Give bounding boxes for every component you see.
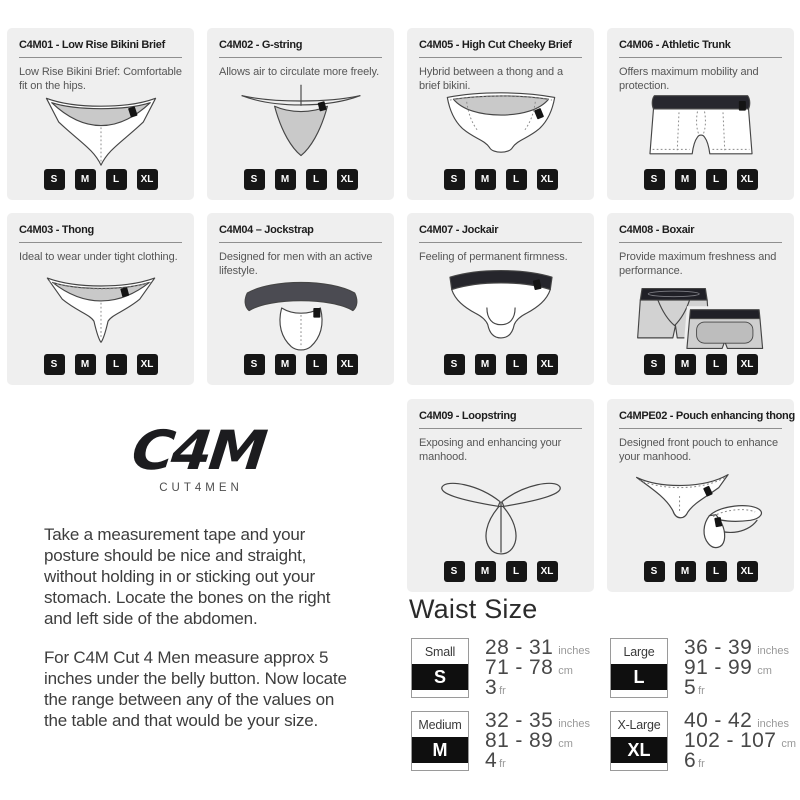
size-badges [419, 354, 582, 375]
product-description: Designed front pouch to enhance your manhood. [619, 437, 778, 464]
size-values [485, 638, 590, 698]
product-title: C4M02 - G-string [219, 39, 303, 51]
size-badge-s: S [44, 169, 65, 190]
size-letter: M [412, 737, 468, 763]
g-string-illustration [219, 79, 382, 166]
product-title: C4M08 - Boxair [619, 224, 695, 236]
title-divider [419, 428, 582, 429]
fr-line [485, 678, 590, 698]
size-badge-s: S [644, 169, 665, 190]
size-label: X-Large [617, 717, 661, 732]
size-label: Large [623, 644, 655, 659]
cm-line [485, 731, 590, 751]
fr-unit: fr [499, 685, 506, 697]
size-badge-xl: XL [337, 169, 358, 190]
size-badges [619, 561, 782, 582]
size-values [485, 711, 590, 771]
product-description: Ideal to wear under tight clothing. [19, 251, 178, 263]
waist-size-entry-medium [411, 711, 590, 771]
title-divider [219, 242, 382, 243]
size-badges [19, 169, 182, 190]
product-description: Designed for men with an active lifestyle. [219, 251, 373, 278]
product-title: C4M01 - Low Rise Bikini Brief [19, 39, 165, 51]
size-box-xlarge [610, 711, 668, 771]
size-badge-m: M [475, 561, 496, 582]
title-divider [619, 428, 782, 429]
inches-line [684, 711, 796, 731]
product-description: Exposing and enhancing your manhood. [419, 437, 562, 464]
cm-value: 71 - 78 [485, 656, 554, 679]
size-badge-s: S [644, 561, 665, 582]
product-description: Feeling of permanent firmness. [419, 251, 568, 263]
size-box-medium [411, 711, 469, 771]
instructions-paragraph-1: Take a measurement tape and your posture should be nice and straight, without holding in or sticking out your stomach. Locate the bones on the right and left side of the abdomen. [44, 525, 331, 628]
size-badge-m: M [275, 169, 296, 190]
fr-value: 4 [485, 749, 498, 772]
size-badges [419, 169, 582, 190]
inches-unit: inches [558, 645, 590, 657]
size-label: Medium [418, 717, 462, 732]
product-card-c4m06 [607, 28, 794, 200]
size-badges [19, 354, 182, 375]
inches-unit: inches [757, 718, 789, 730]
size-badge-xl: XL [537, 169, 558, 190]
size-badges [619, 169, 782, 190]
cm-value: 91 - 99 [684, 656, 753, 679]
inches-value: 28 - 31 [485, 636, 554, 659]
cheeky-brief-illustration [419, 94, 582, 166]
size-badge-xl: XL [337, 354, 358, 375]
size-badge-m: M [75, 169, 96, 190]
size-badge-l: L [706, 561, 727, 582]
title-divider [419, 57, 582, 58]
jockstrap-illustration [219, 279, 382, 351]
title-divider [619, 57, 782, 58]
inches-unit: inches [757, 645, 789, 657]
size-badge-l: L [506, 354, 527, 375]
waist-size-entry-xlarge [610, 711, 796, 771]
title-divider [619, 242, 782, 243]
size-badge-xl: XL [137, 169, 158, 190]
fr-unit: fr [698, 685, 705, 697]
size-badge-xl: XL [537, 354, 558, 375]
product-title: C4M05 - High Cut Cheeky Brief [419, 39, 572, 51]
size-badges [219, 169, 382, 190]
pouch-thong-illustration [619, 465, 782, 558]
inches-line [485, 711, 590, 731]
cm-value: 102 - 107 [684, 729, 777, 752]
size-badge-xl: XL [737, 354, 758, 375]
product-card-c4m05 [407, 28, 594, 200]
c4m-logo [88, 419, 308, 494]
fr-line [684, 678, 789, 698]
jockair-illustration [419, 264, 582, 351]
product-card-c4m01 [7, 28, 194, 200]
title-divider [219, 57, 382, 58]
product-description: Provide maximum freshness and performance. [619, 251, 777, 278]
size-badge-m: M [675, 169, 696, 190]
product-description: Allows air to circulate more freely. [219, 66, 380, 78]
product-title: C4M09 - Loopstring [419, 410, 517, 422]
title-divider [19, 57, 182, 58]
fr-value: 5 [684, 676, 697, 699]
size-badge-s: S [444, 169, 465, 190]
fr-unit: fr [698, 758, 705, 770]
size-letter: XL [611, 737, 667, 763]
fr-line [485, 751, 590, 771]
size-values [684, 638, 789, 698]
bikini-brief-illustration [19, 94, 182, 166]
product-title: C4MPE02 - Pouch enhancing thong [619, 410, 795, 422]
size-badge-m: M [275, 354, 296, 375]
size-badge-l: L [706, 169, 727, 190]
inches-value: 36 - 39 [684, 636, 753, 659]
size-badge-s: S [444, 561, 465, 582]
cm-unit: cm [558, 665, 573, 677]
product-title: C4M03 - Thong [19, 224, 94, 236]
size-box-large [610, 638, 668, 698]
size-badges [619, 354, 782, 375]
fr-value: 3 [485, 676, 498, 699]
inches-unit: inches [558, 718, 590, 730]
waist-size-entry-small [411, 638, 590, 698]
size-badge-l: L [306, 169, 327, 190]
size-badge-m: M [475, 169, 496, 190]
cm-unit: cm [781, 738, 797, 750]
size-values [684, 711, 796, 771]
product-card-c4m04 [207, 213, 394, 385]
inches-line [684, 638, 789, 658]
inches-line [485, 638, 590, 658]
size-badge-s: S [244, 169, 265, 190]
product-title: C4M06 - Athletic Trunk [619, 39, 731, 51]
fr-value: 6 [684, 749, 697, 772]
size-label: Small [424, 644, 456, 659]
size-badge-m: M [675, 561, 696, 582]
cm-unit: cm [558, 738, 573, 750]
instructions-paragraph-2: For C4M Cut 4 Men measure approx 5 inches under the belly button. Now locate the range between any of the values on the table and that would be your size. [44, 648, 347, 730]
product-description: Low Rise Bikini Brief: Comfortable fit on the hips. [19, 66, 182, 93]
title-divider [19, 242, 182, 243]
size-badge-m: M [475, 354, 496, 375]
size-badge-m: M [675, 354, 696, 375]
size-badge-m: M [75, 354, 96, 375]
size-badge-xl: XL [737, 561, 758, 582]
boxair-illustration [619, 279, 782, 351]
product-title: C4M04 – Jockstrap [219, 224, 314, 236]
product-card-c4m03 [7, 213, 194, 385]
size-badge-l: L [306, 354, 327, 375]
product-card-c4m09 [407, 399, 594, 592]
product-description: Offers maximum mobility and protection. [619, 66, 759, 93]
size-badge-s: S [644, 354, 665, 375]
product-card-c4m08 [607, 213, 794, 385]
size-badge-s: S [44, 354, 65, 375]
c4m-logo-text: C4M [128, 419, 268, 482]
size-badges [419, 561, 582, 582]
size-badge-l: L [106, 169, 127, 190]
size-letter: L [611, 664, 667, 690]
size-badge-xl: XL [737, 169, 758, 190]
size-badge-xl: XL [137, 354, 158, 375]
cm-unit: cm [757, 665, 772, 677]
loopstring-illustration [419, 465, 582, 558]
fr-line [684, 751, 796, 771]
cm-line [485, 658, 590, 678]
fr-unit: fr [499, 758, 506, 770]
thong-illustration [19, 264, 182, 351]
size-badge-s: S [244, 354, 265, 375]
inches-value: 32 - 35 [485, 709, 554, 732]
athletic-trunk-illustration [619, 94, 782, 166]
product-card-c4mpe02 [607, 399, 794, 592]
size-badges [219, 354, 382, 375]
size-badge-l: L [506, 169, 527, 190]
size-badge-xl: XL [537, 561, 558, 582]
product-title: C4M07 - Jockair [419, 224, 499, 236]
cm-value: 81 - 89 [485, 729, 554, 752]
size-box-small [411, 638, 469, 698]
product-description: Hybrid between a thong and a brief bikini. [419, 66, 563, 93]
c4m-logo-subtext: CUT4MEN [159, 482, 243, 494]
cm-line [684, 658, 789, 678]
size-badge-l: L [506, 561, 527, 582]
product-card-c4m07 [407, 213, 594, 385]
product-card-c4m02 [207, 28, 394, 200]
inches-value: 40 - 42 [684, 709, 753, 732]
cm-line [684, 731, 796, 751]
size-badge-l: L [106, 354, 127, 375]
size-badge-s: S [444, 354, 465, 375]
title-divider [419, 242, 582, 243]
waist-size-entry-large [610, 638, 789, 698]
size-letter: S [412, 664, 468, 690]
size-badge-l: L [706, 354, 727, 375]
waist-size-title: Waist Size [409, 594, 538, 624]
measurement-instructions [44, 524, 354, 731]
